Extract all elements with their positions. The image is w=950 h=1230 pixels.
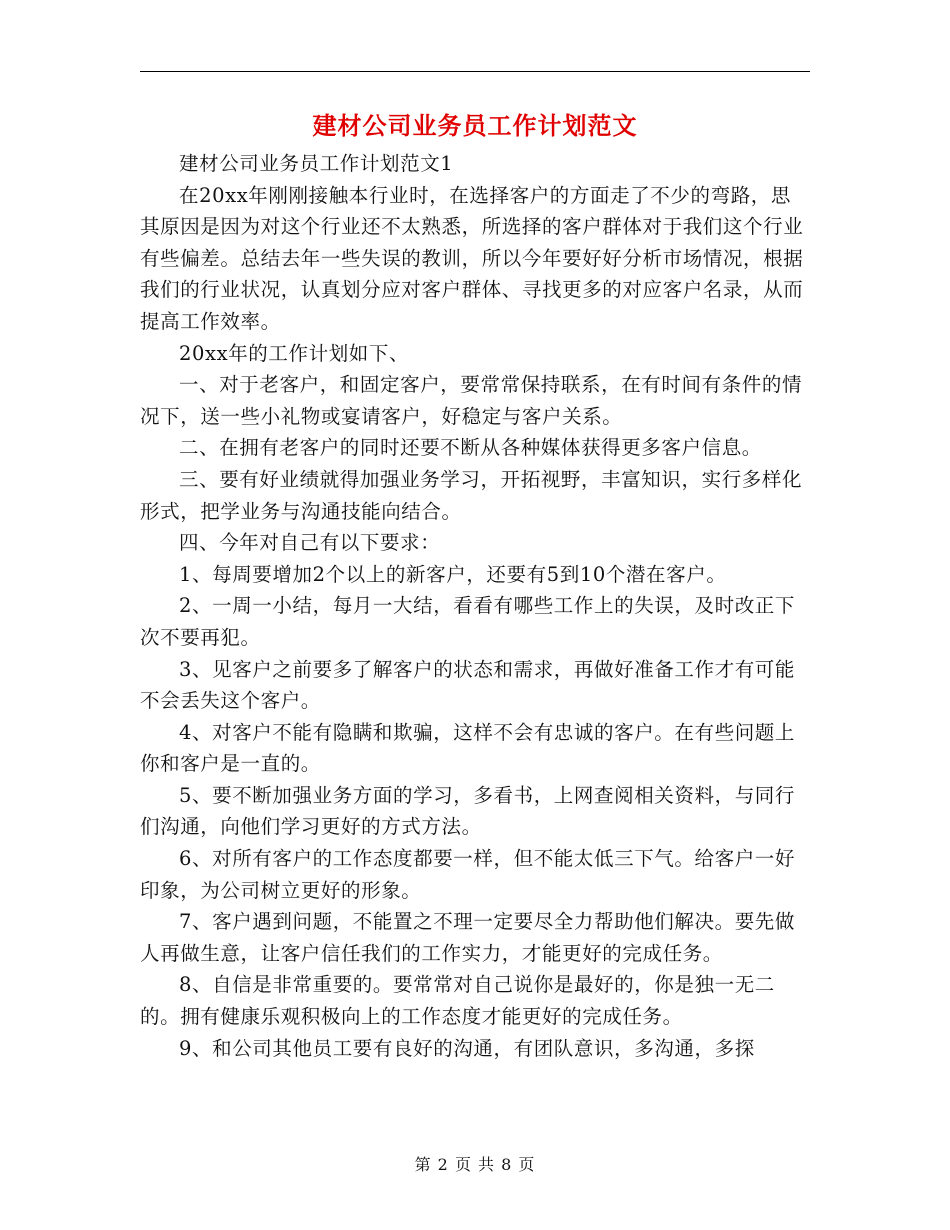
paragraph: 三、要有好业绩就得加强业务学习，开拓视野，丰富知识，实行多样化形式，把学业务与沟通技能向结合。 [140, 467, 803, 523]
paragraph: 3、见客户之前要多了解客户的状态和需求，再做好准备工作才有可能不会丢失这个客户。 [140, 657, 796, 713]
paragraph: 7、客户遇到问题，不能置之不理一定要尽全力帮助他们解决。要先做人再做生意，让客户信任我们的工作实力，才能更好的完成任务。 [140, 910, 796, 965]
paragraph: 在20xx年刚刚接触本行业时，在选择客户的方面走了不少的弯路，思其原因是因为对这个行业还不太熟悉，所选择的客户群体对于我们这个行业有些偏差。总结去年一些失误的教训，所以今年要好好分析市场情况，根据我们的行业状况，认真划分应对客户群体、寻找更多的对应客户名录，从而提高工作效率。 [140, 183, 804, 333]
header-rule [140, 71, 810, 72]
paragraph: 四、今年对自己有以下要求： [179, 531, 441, 555]
paragraph: 4、对客户不能有隐瞒和欺骗，这样不会有忠诚的客户。在有些问题上你和客户是一直的。 [140, 720, 796, 776]
paragraph: 5、要不断加强业务方面的学习，多看书，上网查阅相关资料，与同行们沟通，向他们学习更好的方式方法。 [140, 783, 796, 839]
paragraph: 建材公司业务员工作计划范文1 [179, 152, 454, 175]
paragraph: 一、对于老客户，和固定客户，要常常保持联系，在有时间有条件的情况下，送一些小礼物或宴请客户，好稳定与客户关系。 [140, 373, 803, 428]
paragraph: 9、和公司其他员工要有良好的沟通，有团队意识，多沟通，多探 [179, 1036, 755, 1060]
paragraph: 8、自信是非常重要的。要常常对自己说你是最好的，你是独一无二的。拥有健康乐观积极向上的工作态度才能更好的完成任务。 [140, 973, 775, 1029]
paragraph: 2、一周一小结，每月一大结，看看有哪些工作上的失误，及时改正下次不要再犯。 [140, 594, 796, 649]
paragraph: 6、对所有客户的工作态度都要一样，但不能太低三下气。给客户一好印象，为公司树立更好的形象。 [140, 847, 796, 902]
page-number-footer: 第 2 页 共 8 页 [414, 1155, 536, 1174]
document-title: 建材公司业务员工作计划范文 [312, 111, 638, 140]
paragraph: 1、每周要增加2个以上的新客户，还要有5到10个潜在客户。 [179, 562, 727, 586]
document-body [140, 148, 810, 1064]
paragraph: 二、在拥有老客户的同时还要不断从各种媒体获得更多客户信息。 [179, 436, 762, 460]
paragraph: 20xx年的工作计划如下、 [179, 341, 410, 365]
